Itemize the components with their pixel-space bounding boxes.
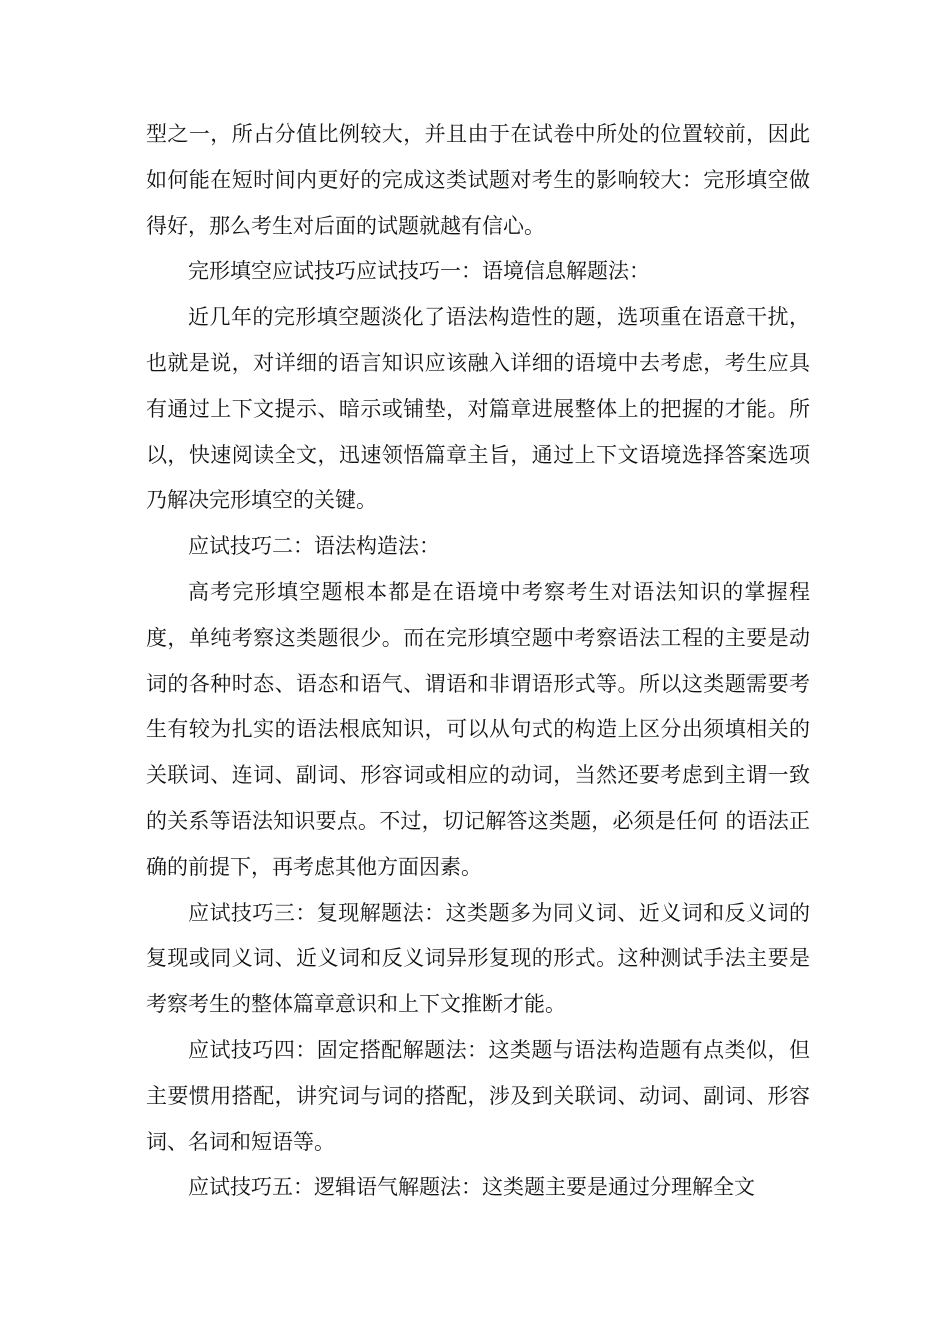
paragraph-7: 应试技巧四：固定搭配解题法：这类题与语法构造题有点类似，但主要惯用搭配，讲究词与词的搭配，涉及到关联词、动词、副词、形容词、名词和短语等。 <box>146 1037 810 1154</box>
paragraph-2: 完形填空应试技巧应试技巧一：语境信息解题法： <box>188 259 650 284</box>
paragraph-1: 型之一，所占分值比例较大，并且由于在试卷中所处的位置较前，因此如何能在短时间内更好的完成这类试题对考生的影响较大：完形填空做得好，那么考生对后面的试题就越有信心。 <box>146 122 810 238</box>
paragraph-8: 应试技巧五：逻辑语气解题法：这类题主要是通过分理解全文 <box>188 1175 755 1200</box>
paragraph-6: 应试技巧三：复现解题法：这类题多为同义词、近义词和反义词的复现或同义词、近义词和反义词异形复现的形式。这种测试手法主要是考察考生的整体篇章意识和上下文推断才能。 <box>146 900 810 1017</box>
paragraph-3: 近几年的完形填空题淡化了语法构造性的题，选项重在语意干扰，也就是说，对详细的语言知识应该融入详细的语境中去考虑，考生应具有通过上下文提示、暗示或铺垫，对篇章进展整体上的把握的才能。所以，快速阅读全文，迅速领悟篇章主旨，通过上下文语境选择答案选项乃解决完形填空的关键。 <box>146 305 810 513</box>
paragraph-5: 高考完形填空题根本都是在语境中考察考生对语法知识的掌握程度，单纯考察这类题很少。而在完形填空题中考察语法工程的主要是动词的各种时态、语态和语气、谓语和非谓语形式等。所以这类题需要考生有较为扎实的语法根底知识，可以从句式的构造上区分出须填相关的关联词、连词、副词、形容词或相应的动词，当然还要考虑到主谓一致的关系等语法知识要点。不过，切记解答这类题，必须是任何 的语法正确的前提下，再考虑其他方面因素。 <box>146 579 810 879</box>
document-body <box>146 112 810 1211</box>
paragraph-4: 应试技巧二：语法构造法： <box>188 534 440 559</box>
